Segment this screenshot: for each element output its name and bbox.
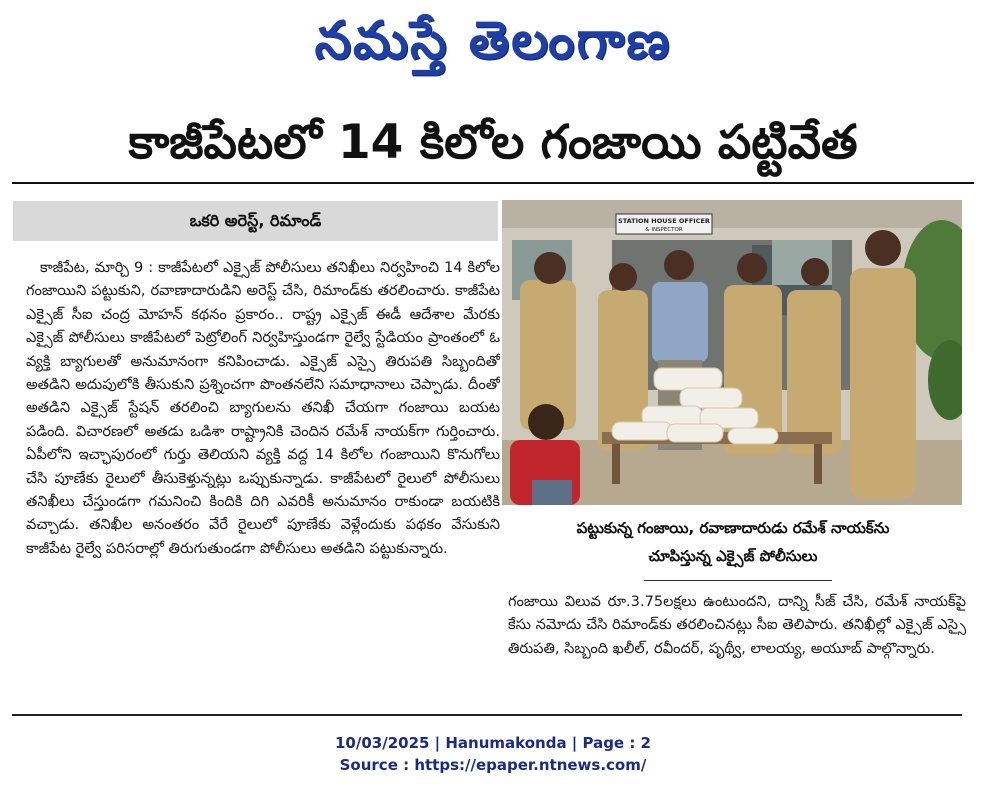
article-body-left: కాజీపేట, మార్చి 9 : కాజీపేటలో ఎక్సైజ్ పోలీసులు తనిఖీలు నిర్వహించి 14 కిలోల గంజాయిని పట్టుకుని, రవాణాదారుడిని అరెస్ట్ చేసి, రిమాండ్‌కు తరలించారు. కాజీపేట ఎక్సైజ్ సీఐ చంద్ర మోహన్ కథనం ప్రకారం.. రాష్ట్ర ఎక్సైజ్ ఈడీ ఆదేశాల మేరకు ఎక్సైజ్ పోలీసులు కాజీపేటలో పెట్రోలింగ్ నిర్వహిస్తుండగా రైల్వే స్టేడియం ప్రాంతంలో ఓ వ్యక్తి బ్యాగులతో అనుమానంగా కనిపించాడు. ఎక్సైజ్ ఎస్సై తిరుపతి సిబ్బందితో అతడిని అదుపులోకి తీసుకుని ప్రశ్నించగా పొంతనలేని సమాధానాలు చెప్పాడు. దీంతో అతడిని ఎక్సైజ్ స్టేషన్ తరలించి బ్యాగులను తనిఖీ చేయగా గంజాయి బయట పడింది. విచారణలో అతడు ఒడిశా రాష్ట్రానికి చెందిన రమేశ్ నాయక్‌గా గుర్తించారు. ఏపీలోని ఇచ్ఛాపురంలో గుర్తు తెలియని వ్యక్తి వద్ద 14 కిలోల గంజాయిని కొనుగోలు చేసి పూణేకు రైలులో తీసుకెళ్తున్నట్లు ఒప్పుకున్నాడు. కాజీపేటలో రైలులో పోలీసులు తనిఖీలు చేస్తుండగా గమనించి కిందికి దిగి ఎవరికీ అనుమానం రాకుండా బయటికి వచ్చాడు. తనిఖీల అనంతరం వేరే రైలులో పూణేకు వెళ్లేందుకు పథకం వేసుకుని కాజీపేట రైల్వే పరిసరాల్లో తిరుగుతుండగా పోలీసులు అతడిని పట్టుకున్నారు. [26,259,500,557]
footer-source: Source : https://epaper.ntnews.com/ [339,756,647,774]
footer [0,732,986,776]
bottom-divider [12,714,962,716]
masthead-logo: నమస్తే తెలంగాణ [314,10,672,71]
sign-text-2: & INSPECTOR [645,227,683,233]
headline: కాజీపేటలో 14 కిలోల గంజాయి పట్టివేత [12,104,974,184]
photo-illustration [502,200,962,505]
caption-line-1: పట్టుకున్న గంజాయి, రవాణాదారుడు రమేశ్ నాయక్‌ను [576,519,890,537]
sign-text-1: STATION HOUSE OFFICER [618,217,710,225]
article-body-right: గంజాయి విలువ రూ.3.75లక్షలు ఉంటుందని, దాన్ని సీజ్ చేసి, రమేశ్ నాయక్‌పై కేసు నమోదు చేసి రిమాండ్‌కు తరలించినట్లు సీఐ తెలిపారు. తనిఖీల్లో ఎక్సైజ్ ఎస్సై తిరుపతి, సిబ్బంది ఖలీల్, రవీందర్, పృథ్వీ, లాలయ్య, అయూబ్ పాల్గొన్నారు. [508,593,966,657]
subheadline: ఒకరి అరెస్ట్, రిమాండ్ [13,201,498,241]
news-photo [502,200,962,505]
photo-caption [510,514,956,570]
footer-date-edition: 10/03/2025 | Hanumakonda | Page : 2 [334,734,651,752]
caption-divider [644,580,832,581]
caption-line-2: చూపిస్తున్న ఎక్సైజ్ పోలీసులు [648,547,818,565]
